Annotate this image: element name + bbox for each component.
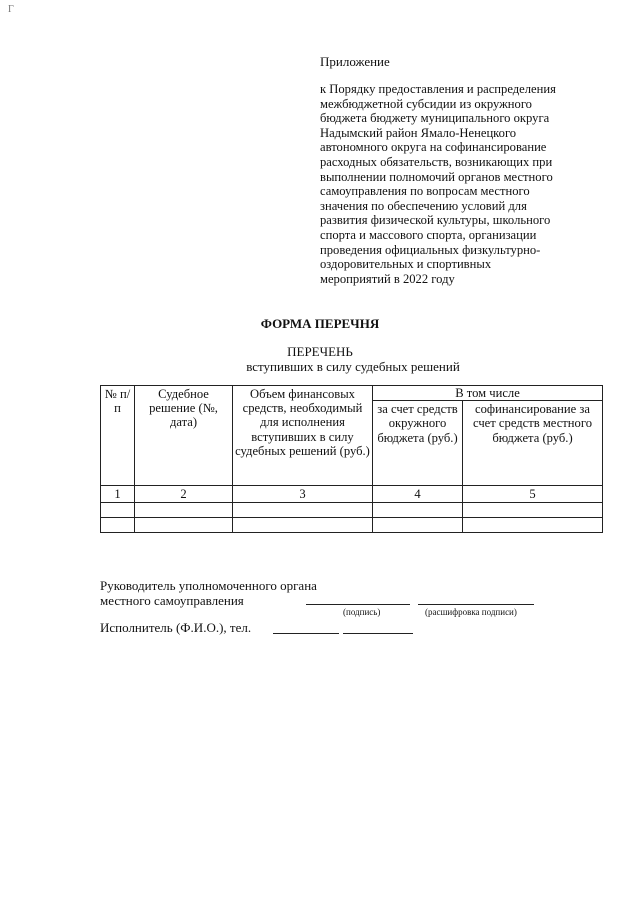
- header-local-cofinancing: софинансирование за счет средств местного бюджета (руб.): [463, 401, 603, 486]
- table-row: [101, 503, 603, 518]
- appendix-line: бюджета бюджету муниципального округа: [320, 111, 550, 126]
- column-number: 5: [463, 486, 603, 503]
- signature-caption: (подпись): [343, 607, 381, 617]
- header-funds-volume: Объем финансовых средств, необходимый для исполнения вступивших в силу судебных решений (руб.): [233, 386, 373, 486]
- table-cell: [101, 503, 135, 518]
- table-cell: [135, 518, 233, 533]
- executor-label: Исполнитель (Ф.И.О.), тел.: [100, 620, 252, 635]
- corner-mark: Г: [8, 4, 14, 15]
- appendix-line: мероприятий в 2022 году: [320, 271, 455, 286]
- signature-head-line1: Руководитель уполномоченного органа: [100, 578, 317, 593]
- column-number: 4: [373, 486, 463, 503]
- table-cell: [463, 518, 603, 533]
- table-header-row: [101, 386, 603, 401]
- appendix-line: к Порядку предоставления и распределения: [320, 82, 556, 96]
- signature-decode-line: [418, 604, 534, 605]
- table-cell: [373, 503, 463, 518]
- appendix-line: развития физической культуры, школьного: [320, 213, 551, 228]
- judgments-table: [100, 385, 603, 533]
- table-cell: [373, 518, 463, 533]
- appendix-line: проведения официальных физкультурно-: [320, 242, 541, 257]
- appendix-line: межбюджетной субсидии из окружного: [320, 96, 532, 111]
- signature-decode-caption: (расшифровка подписи): [425, 607, 517, 617]
- signature-head-line2: местного самоуправления: [100, 593, 244, 608]
- list-title: ПЕРЕЧЕНЬ: [287, 344, 353, 359]
- header-including: В том числе: [373, 386, 603, 401]
- table-cell: [463, 503, 603, 518]
- appendix-line: спорта и массового спорта, организации: [320, 227, 537, 242]
- header-district-budget: за счет средств окружного бюджета (руб.): [373, 401, 463, 486]
- appendix-line: выполнении полномочий органов местного: [320, 169, 553, 184]
- table-column-numbers-row: [101, 486, 603, 503]
- executor-phone-line: [343, 633, 413, 634]
- executor-name-line: [273, 633, 339, 634]
- appendix-line: оздоровительных и спортивных: [320, 257, 492, 272]
- appendix-line: самоуправления по вопросам местного: [320, 184, 530, 199]
- table-cell: [233, 503, 373, 518]
- column-number: 3: [233, 486, 373, 503]
- table-cell: [233, 518, 373, 533]
- header-number: № п/п: [101, 386, 135, 486]
- table-cell: [101, 518, 135, 533]
- column-number: 1: [101, 486, 135, 503]
- table-cell: [135, 503, 233, 518]
- signature-line: [306, 604, 410, 605]
- appendix-line: расходных обязательств, возникающих при: [320, 154, 553, 169]
- header-court-decision: Судебное решение (№, дата): [135, 386, 233, 486]
- appendix-title: Приложение: [320, 54, 390, 69]
- appendix-line: Надымский район Ямало-Ненецкого: [320, 125, 517, 140]
- appendix-line: значения по обеспечению условий для: [320, 198, 527, 213]
- appendix-body: [320, 82, 605, 286]
- form-title: ФОРМА ПЕРЕЧНЯ: [260, 316, 380, 331]
- appendix-line: автономного округа на софинансирование: [320, 140, 547, 155]
- column-number: 2: [135, 486, 233, 503]
- table-row: [101, 518, 603, 533]
- list-subtitle: вступивших в силу судебных решений: [246, 359, 460, 374]
